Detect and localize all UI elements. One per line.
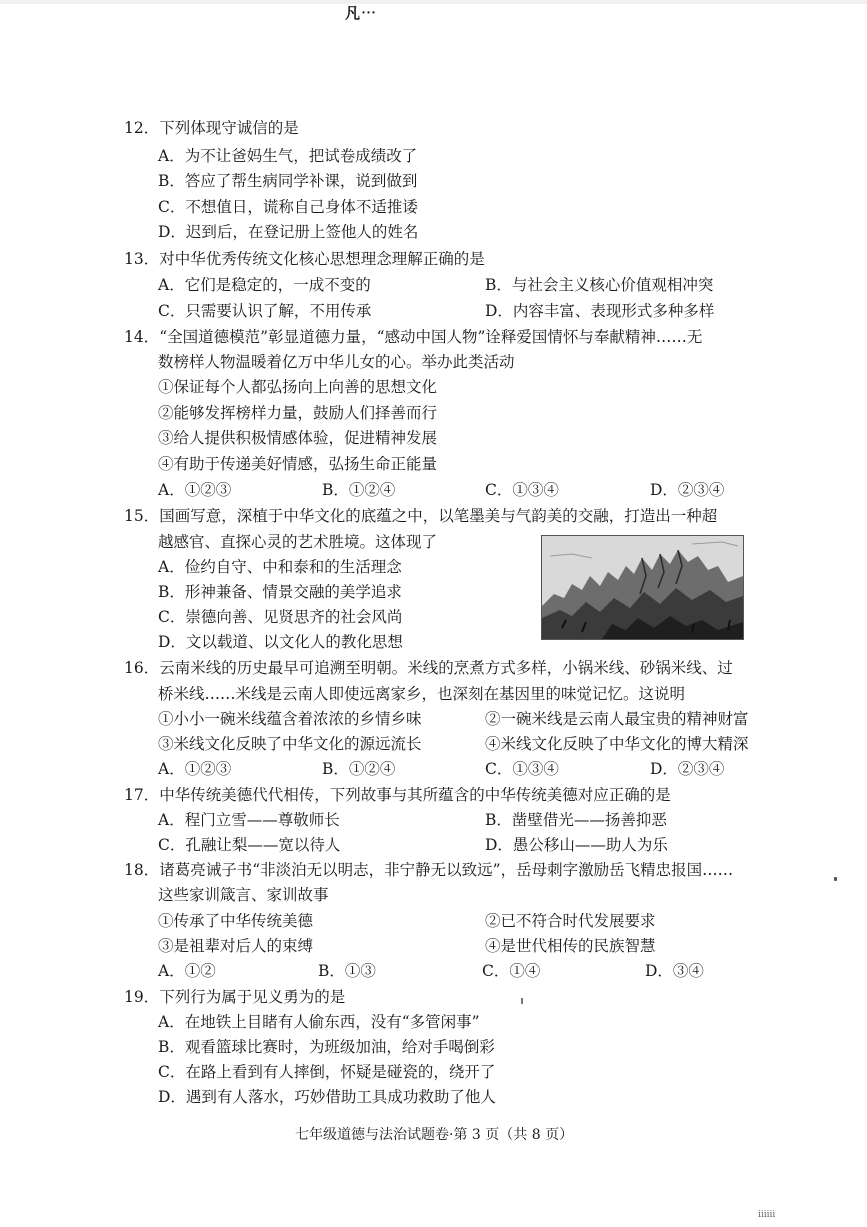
q12-option-c: C．不想值日，谎称自己身体不适推诿 <box>158 198 418 216</box>
q17-stem: 17．中华传统美德代代相传，下列故事与其所蕴含的中华传统美德对应正确的是 <box>124 786 671 804</box>
q18-option-a: A．①② <box>158 962 216 980</box>
page-footer: 七年级道德与法治试题卷·第 3 页（共 8 页） <box>295 1127 574 1143</box>
q14-statement-3: ③给人提供积极情感体验，促进精神发展 <box>158 429 438 447</box>
q19-option-c: C．在路上看到有人摔倒，怀疑是碰瓷的，绕开了 <box>158 1063 496 1081</box>
q13-option-b: B．与社会主义核心价值观相冲突 <box>485 276 714 294</box>
q18-statement-4: ④是世代相传的民族智慧 <box>485 937 656 955</box>
q15-option-b: B．形神兼备、情景交融的美学追求 <box>158 583 402 601</box>
q14-option-c: C．①③④ <box>485 481 559 499</box>
q14-stem-line1: 14．“全国道德模范”彰显道德力量，“感动中国人物”诠释爱国情怀与奉献精神……无 <box>124 328 703 346</box>
q12-option-d: D．迟到后，在登记册上签他人的姓名 <box>158 223 419 241</box>
q17-option-d: D．愚公移山——助人为乐 <box>485 836 668 854</box>
q14-option-b: B．①②④ <box>322 481 396 499</box>
scan-edge <box>0 0 867 4</box>
q17-option-a: A．程门立雪——尊敬师长 <box>158 811 340 829</box>
q16-option-c: C．①③④ <box>485 760 559 778</box>
q19-option-a: A．在地铁上目睹有人偷东西，没有“多管闲事” <box>158 1013 480 1031</box>
scan-speck <box>834 877 837 881</box>
q16-stem-line1: 16．云南米线的历史最早可追溯至明朝。米线的烹煮方式多样，小锅米线、砂锅米线、过 <box>124 659 733 677</box>
q14-option-d: D．②③④ <box>650 481 725 499</box>
q16-statement-1: ①小小一碗米线蕴含着浓浓的乡情乡味 <box>158 710 422 728</box>
q13-option-c: C．只需要认识了解，不用传承 <box>158 302 372 320</box>
q18-option-b: B．①③ <box>318 962 376 980</box>
q18-option-c: C．①④ <box>482 962 541 980</box>
q18-statement-1: ①传承了中华传统美德 <box>158 912 314 930</box>
q17-option-b: B．凿壁借光——扬善抑恶 <box>485 811 667 829</box>
q16-option-a: A．①②③ <box>158 760 232 778</box>
q15-stem-line2: 越感官、直探心灵的艺术胜境。这体现了 <box>158 533 438 551</box>
q14-statement-1: ①保证每个人都弘扬向上向善的思想文化 <box>158 378 438 396</box>
q13-option-a: A．它们是稳定的，一成不变的 <box>158 276 371 294</box>
page-top-mark: 凡⋯ <box>345 4 378 22</box>
q15-option-d: D．文以载道、以文化人的教化思想 <box>158 633 403 651</box>
scan-corner-mark: ⅱⅱⅱ <box>758 1210 776 1220</box>
q18-stem-line1: 18．诸葛亮诫子书“非淡泊无以明志，非宁静无以致远”，岳母刺字激励岳飞精忠报国…… <box>124 861 734 879</box>
q16-option-d: D．②③④ <box>650 760 725 778</box>
q18-statement-3: ③是祖辈对后人的束缚 <box>158 937 314 955</box>
q17-option-c: C．孔融让梨——宽以待人 <box>158 836 341 854</box>
q16-stem-line2: 桥米线……米线是云南人即使远离家乡，也深刻在基因里的味觉记忆。这说明 <box>158 685 686 703</box>
landscape-painting-image <box>541 535 744 640</box>
q16-statement-3: ③米线文化反映了中华文化的源远流长 <box>158 735 422 753</box>
q14-statement-4: ④有助于传递美好情感，弘扬生命正能量 <box>158 455 438 473</box>
q18-option-d: D．③④ <box>645 962 704 980</box>
q15-option-a: A．俭约自守、中和泰和的生活理念 <box>158 558 402 576</box>
q18-statement-2: ②已不符合时代发展要求 <box>485 912 656 930</box>
q16-statement-4: ④米线文化反映了中华文化的博大精深 <box>485 735 749 753</box>
q14-stem-line2: 数榜样人物温暖着亿万中华儿女的心。举办此类活动 <box>158 353 515 371</box>
q18-stem-line2: 这些家训箴言、家训故事 <box>158 886 329 904</box>
q13-option-d: D．内容丰富、表现形式多种多样 <box>485 302 715 320</box>
q15-stem-line1: 15．国画写意，深植于中华文化的底蕴之中，以笔墨美与气韵美的交融，打造出一种超 <box>124 507 718 525</box>
q16-statement-2: ②一碗米线是云南人最宝贵的精神财富 <box>485 710 749 728</box>
q14-option-a: A．①②③ <box>158 481 232 499</box>
q19-option-b: B．观看篮球比赛时，为班级加油，给对手喝倒彩 <box>158 1038 495 1056</box>
scan-speck <box>521 998 523 1004</box>
q12-option-b: B．答应了帮生病同学补课，说到做到 <box>158 172 418 190</box>
q19-option-d: D．遇到有人落水，巧妙借助工具成功救助了他人 <box>158 1088 496 1106</box>
q16-option-b: B．①②④ <box>322 760 396 778</box>
q15-option-c: C．崇德向善、见贤思齐的社会风尚 <box>158 608 403 626</box>
q12-option-a: A．为不让爸妈生气，把试卷成绩改了 <box>158 147 418 165</box>
q14-statement-2: ②能够发挥榜样力量，鼓励人们择善而行 <box>158 404 438 422</box>
q19-stem: 19．下列行为属于见义勇为的是 <box>124 988 346 1006</box>
q13-stem: 13．对中华优秀传统文化核心思想理念理解正确的是 <box>124 250 485 268</box>
q12-stem: 12．下列体现守诚信的是 <box>124 119 299 137</box>
